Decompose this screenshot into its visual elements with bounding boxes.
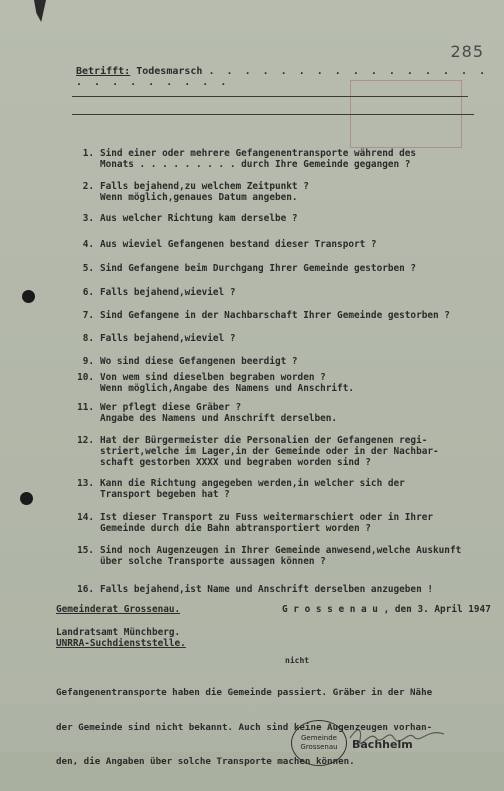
question-item [74, 356, 298, 367]
question-text: Wenn möglich,genaues Datum angeben. [100, 192, 298, 203]
signature-name: Bachhelm [352, 738, 413, 751]
question-number: 7. [82, 310, 94, 321]
question-text: Aus welcher Richtung kam derselbe ? [100, 213, 298, 224]
question-text: Angabe des Namens und Anschrift derselben. [100, 413, 338, 424]
subject-text: Todesmarsch [136, 66, 203, 77]
question-number: 6. [82, 287, 94, 298]
question-item [74, 148, 416, 170]
question-text: Monats . . . . . . . . . durch Ihre Gemeinde gegangen ? [100, 159, 411, 170]
closing-line: den, die Angaben über solche Transporte machen können. [56, 756, 355, 767]
question-item [74, 435, 439, 468]
inserted-word: nicht [285, 656, 310, 665]
question-number: 3. [82, 213, 94, 224]
punch-hole-upper [22, 290, 35, 303]
question-item [74, 263, 416, 274]
question-text: Aus wieviel Gefangenen bestand dieser Transport ? [100, 239, 377, 250]
question-text: Wenn möglich,Angabe des Namens und Anschrift. [100, 383, 354, 394]
sender-line: Gemeinderat Grossenau. [56, 604, 181, 615]
question-number: 4. [82, 239, 94, 250]
question-text: Gemeinde durch die Bahn abtransportiert worden ? [100, 523, 371, 534]
question-text: Sind einer oder mehrere Gefangenentransporte während des [100, 148, 417, 159]
question-number: 5. [82, 263, 94, 274]
municipal-seal [291, 720, 347, 766]
question-item [74, 333, 235, 344]
question-item [74, 478, 405, 500]
recipient-line-2: UNRRA-Suchdienststelle. [56, 638, 186, 649]
faint-receipt-stamp [350, 80, 462, 148]
question-text: Falls bejahend,wieviel ? [100, 333, 236, 344]
closing-line: Gefangenentransporte haben die Gemeinde passiert. Gräber in der Nähe [56, 687, 433, 698]
seal-line-1: Gemeinde [301, 734, 337, 742]
question-text: Wer pflegt diese Gräber ? [100, 402, 242, 413]
question-text: Sind noch Augenzeugen in Ihrer Gemeinde anwesend,welche Auskunft [100, 545, 462, 556]
closing-line: der Gemeinde sind nicht bekannt. Auch sind keine Augenzeugen vorhan- [56, 721, 433, 733]
subject-dots: . . . . . . . . . . . . . . . . . . . . . . . . . [76, 66, 489, 88]
question-number: 9. [82, 356, 94, 367]
subject-label: Betrifft: [76, 66, 131, 77]
question-text: Falls bejahend,ist Name und Anschrift derselben anzugeben ! [100, 584, 434, 595]
question-text: Hat der Bürgermeister die Personalien der Gefangenen regi- [100, 435, 428, 446]
question-item [74, 512, 433, 534]
page-number: 285 [450, 42, 484, 61]
recipient-line-1: Landratsamt Münchberg. [56, 627, 181, 638]
question-number: 2. [82, 181, 94, 192]
question-text: über solche Transporte aussagen können ? [100, 556, 326, 567]
question-text: Sind Gefangene beim Durchgang Ihrer Gemeinde gestorben ? [100, 263, 417, 274]
question-text: Falls bejahend,wieviel ? [100, 287, 236, 298]
question-text: Von wem sind dieselben begraben worden ? [100, 372, 326, 383]
question-item [74, 239, 377, 250]
place-date: G r o s s e n a u , den 3. April 1947 [282, 604, 491, 615]
question-text: striert,welche im Lager,in der Gemeinde oder in der Nachbar- [100, 446, 439, 457]
question-item [74, 310, 450, 321]
question-item [74, 545, 461, 567]
question-number: 1. [82, 148, 94, 159]
question-number: 16. [77, 584, 94, 595]
question-number: 8. [82, 333, 94, 344]
question-item [74, 213, 298, 224]
question-text: Kann die Richtung angegeben werden,in welcher sich der [100, 478, 405, 489]
question-item [74, 181, 309, 203]
question-item [74, 584, 433, 595]
seal-line-2: Grossenau [300, 743, 338, 751]
question-text: schaft gestorben XXXX und begraben worden sind ? [100, 457, 371, 468]
question-text: Falls bejahend,zu welchem Zeitpunkt ? [100, 181, 309, 192]
question-text: Wo sind diese Gefangenen beerdigt ? [100, 356, 298, 367]
torn-corner [34, 0, 46, 22]
question-text: Ist dieser Transport zu Fuss weitermarschiert oder in Ihrer [100, 512, 434, 523]
question-item [74, 402, 337, 424]
question-item [74, 372, 354, 394]
question-number: 13. [77, 478, 94, 489]
question-number: 15. [77, 545, 94, 556]
punch-hole-lower [20, 492, 33, 505]
question-item [74, 287, 235, 298]
question-number: 14. [77, 512, 94, 523]
question-text: Sind Gefangene in der Nachbarschaft Ihrer Gemeinde gestorben ? [100, 310, 450, 321]
question-number: 12. [77, 435, 94, 446]
question-text: Transport begeben hat ? [100, 489, 230, 500]
question-number: 11. [77, 402, 94, 413]
question-number: 10. [77, 372, 94, 383]
